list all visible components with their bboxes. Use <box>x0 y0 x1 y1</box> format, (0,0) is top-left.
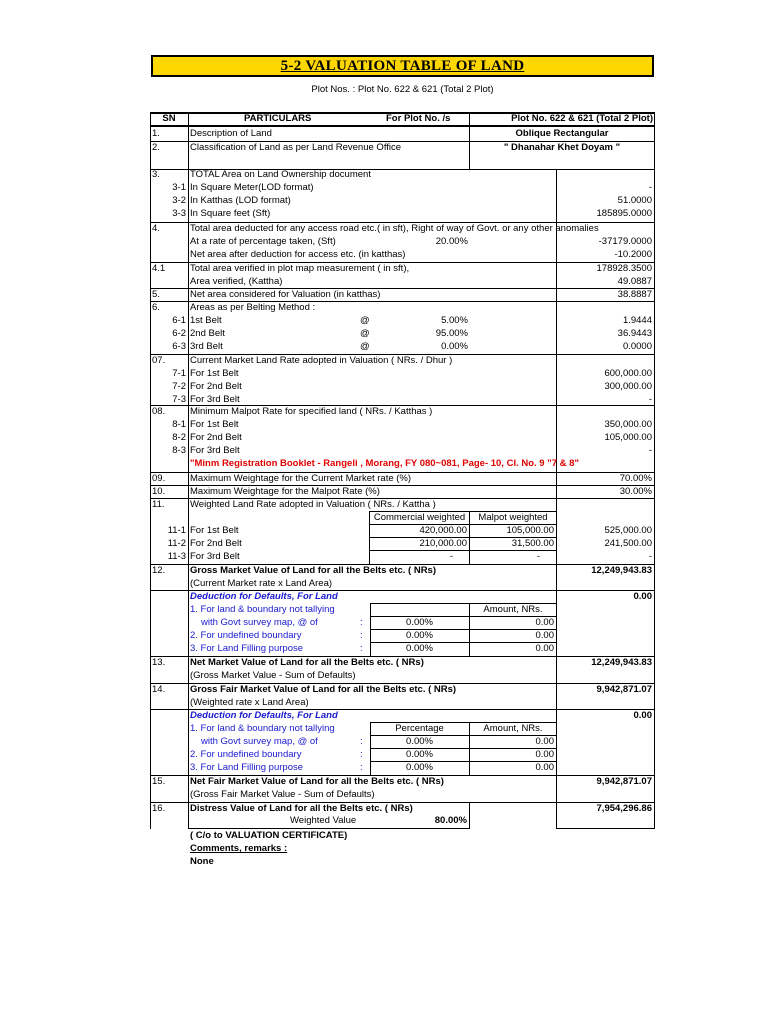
commercial-weighted-value: 420,000.00 <box>419 525 467 536</box>
row-sn: 14. <box>152 684 166 695</box>
row-label: For 2nd Belt <box>190 381 242 392</box>
deduction-percent: 0.00% <box>406 736 433 747</box>
row-label: (Gross Market Value - Sum of Defaults) <box>190 670 356 681</box>
amount-header: Amount, NRs. <box>483 604 543 615</box>
commercial-weighted-value: 210,000.00 <box>419 538 467 549</box>
row-label: For 3rd Belt <box>190 394 240 405</box>
row-value: 350,000.00 <box>604 419 652 430</box>
deduction-amount: 0.00 <box>535 617 554 628</box>
row-label: Minimum Malpot Rate for specified land ( NRs. / Katthas ) <box>190 406 433 417</box>
row-sn: 07. <box>152 355 166 366</box>
row-label: Gross Market Value of Land for all the Belts etc. ( NRs) <box>190 565 437 576</box>
deduction-amount: 0.00 <box>535 630 554 641</box>
row-label: Distress Value of Land for all the Belts etc. ( NRs) <box>190 803 413 814</box>
row-value: 70.00% <box>619 473 652 484</box>
commercial-weighted-header: Commercial weighted <box>373 512 466 523</box>
row-label: For 3rd Belt <box>190 551 240 562</box>
row-sn: 08. <box>152 406 166 417</box>
deduction-item: 2. For undefined boundary <box>190 630 302 641</box>
row-label: (Weighted rate x Land Area) <box>190 697 309 708</box>
row-value: - <box>648 394 652 405</box>
row-label: 2nd Belt <box>190 328 225 339</box>
row-label: Net area after deduction for access etc. (in katthas) <box>190 249 406 260</box>
row-value: 12,249,943.83 <box>591 565 652 576</box>
malpot-weighted-value: - <box>536 551 540 562</box>
deduction-item: 3. For Land Filling purpose <box>190 643 304 654</box>
row-label: TOTAL Area on Land Ownership document <box>190 169 371 180</box>
header-particulars: PARTICULARS <box>244 113 312 124</box>
row-sn: 2. <box>152 142 160 153</box>
row-sn: 3-1 <box>172 182 186 193</box>
row-value: - <box>648 551 652 562</box>
row-sn: 13. <box>152 657 166 668</box>
deduction-item: with Govt survey map, @ of <box>201 736 318 747</box>
malpot-weighted-value: 105,000.00 <box>506 525 554 536</box>
row-label: 1st Belt <box>190 315 222 326</box>
row-value: 9,942,871.07 <box>596 684 652 695</box>
row-sn: 8-2 <box>172 432 186 443</box>
colon: : <box>360 643 363 654</box>
row-value: 9,942,871.07 <box>596 776 652 787</box>
row-sn: 7-2 <box>172 381 186 392</box>
malpot-weighted-value: 31,500.00 <box>511 538 554 549</box>
row-label: 3rd Belt <box>190 341 223 352</box>
row-sn: 11-3 <box>167 551 186 562</box>
row-value: " Dhanahar Khet Doyam " <box>503 142 621 153</box>
row-value: 49.0887 <box>617 276 652 287</box>
deduction-percent: 0.00% <box>406 643 433 654</box>
deduction-amount: 0.00 <box>535 749 554 760</box>
row-sn: 4. <box>152 223 160 234</box>
at-symbol: @ <box>360 341 370 352</box>
row-value: 51.0000 <box>617 195 652 206</box>
row-label: In Square feet (Sft) <box>190 208 271 219</box>
row-sn: 3. <box>152 169 160 180</box>
row-sn: 8-3 <box>172 445 186 456</box>
amount-header: Amount, NRs. <box>483 723 543 734</box>
row-label: Net area considered for Valuation (in katthas) <box>190 289 381 300</box>
row-value: 1.9444 <box>622 315 652 326</box>
row-label: For 2nd Belt <box>190 538 242 549</box>
page-title: 5-2 VALUATION TABLE OF LAND <box>280 58 525 74</box>
deduction-item: 1. For land & boundary not tallying <box>190 604 335 615</box>
row-value: - <box>648 445 652 456</box>
row-value: -37179.0000 <box>598 236 652 247</box>
row-sn: 15. <box>152 776 166 787</box>
weighted-value-label: Weighted Value <box>290 815 357 826</box>
row-sn: 1. <box>152 128 160 139</box>
colon: : <box>360 736 363 747</box>
row-sn: 7-1 <box>172 368 186 379</box>
deduction-amount: 0.00 <box>535 762 554 773</box>
row-sn: 16. <box>152 803 166 814</box>
header-for-plot: For Plot No. /s <box>386 113 451 124</box>
deduction-amount: 0.00 <box>535 643 554 654</box>
row-percent: 5.00% <box>441 315 468 326</box>
comments-heading: Comments, remarks : <box>190 843 288 854</box>
row-sn: 6-1 <box>172 315 186 326</box>
plot-numbers-line: Plot Nos. : Plot No. 622 & 621 (Total 2 Plot) <box>311 84 494 95</box>
at-symbol: @ <box>360 315 370 326</box>
deduction-amount: 0.00 <box>535 736 554 747</box>
row-value: 12,249,943.83 <box>591 657 652 668</box>
header-sn: SN <box>162 113 176 124</box>
row-label: Gross Fair Market Value of Land for all the Belts etc. ( NRs) <box>190 684 457 695</box>
row-label: For 3rd Belt <box>190 445 240 456</box>
row-label: Area verified, (Kattha) <box>190 276 283 287</box>
commercial-weighted-value: - <box>449 551 453 562</box>
row-value: -10.2000 <box>614 249 652 260</box>
row-sn: 6. <box>152 302 160 313</box>
deduction-percent: 0.00% <box>406 762 433 773</box>
row-label: For 1st Belt <box>190 368 239 379</box>
row-label: (Gross Fair Market Value - Sum of Defaults) <box>190 789 375 800</box>
row-value: 30.00% <box>619 486 652 497</box>
row-label: Net Market Value of Land for all the Belts etc. ( NRs) <box>190 657 424 668</box>
row-label: Total area verified in plot map measurement ( in sft), <box>190 263 410 274</box>
deduction-item: 2. For undefined boundary <box>190 749 302 760</box>
row-sn: 5. <box>152 289 160 300</box>
deduction-percent: 0.00% <box>406 630 433 641</box>
colon: : <box>360 617 363 628</box>
row-value: Oblique Rectangular <box>515 128 609 139</box>
deduction-percent: 0.00% <box>406 617 433 628</box>
deduction-title: Deduction for Defaults, For Land <box>190 591 338 602</box>
row-label: Weighted Land Rate adopted in Valuation ( NRs. / Kattha ) <box>190 499 436 510</box>
row-value: 38.8887 <box>617 289 652 300</box>
row-label: At a rate of percentage taken, (Sft) <box>190 236 336 247</box>
weighted-value-percent: 80.00% <box>434 815 467 826</box>
row-sn: 12. <box>152 565 166 576</box>
row-sn: 09. <box>152 473 166 484</box>
row-sn: 7-3 <box>172 394 186 405</box>
certificate-note: ( C/o to VALUATION CERTIFICATE) <box>190 830 348 841</box>
row-value: 241,500.00 <box>604 538 652 549</box>
at-symbol: @ <box>360 328 370 339</box>
row-value: 178928.3500 <box>596 263 652 274</box>
row-sn: 3-2 <box>172 195 186 206</box>
deduction-item: 1. For land & boundary not tallying <box>190 723 335 734</box>
row-label: Maximum Weightage for the Current Market rate (%) <box>190 473 412 484</box>
header-plot: Plot No. 622 & 621 (Total 2 Plot) <box>511 113 653 124</box>
colon: : <box>360 749 363 760</box>
deduction-total: 0.00 <box>633 710 652 721</box>
row-label: In Square Meter(LOD format) <box>190 182 314 193</box>
row-value: 525,000.00 <box>604 525 652 536</box>
row-sn: 11-2 <box>167 538 186 549</box>
row-label: Areas as per Belting Method : <box>190 302 316 313</box>
row-sn: 8-1 <box>172 419 186 430</box>
row-percent: 95.00% <box>435 328 468 339</box>
row-percent: 20.00% <box>435 236 468 247</box>
malpot-weighted-header: Malpot weighted <box>478 512 548 523</box>
row-value: 36.9443 <box>617 328 652 339</box>
row-value: 7,954,296.86 <box>596 803 652 814</box>
row-value: 105,000.00 <box>604 432 652 443</box>
deduction-title: Deduction for Defaults, For Land <box>190 710 338 721</box>
deduction-percent: 0.00% <box>406 749 433 760</box>
deduction-item: with Govt survey map, @ of <box>201 617 318 628</box>
comments-text: None <box>190 856 214 867</box>
percentage-header: Percentage <box>395 723 444 734</box>
row-value: 300,000.00 <box>604 381 652 392</box>
row-sn: 11-1 <box>167 525 186 536</box>
row-label: For 1st Belt <box>190 419 239 430</box>
row-label: Net Fair Market Value of Land for all the Belts etc. ( NRs) <box>190 776 444 787</box>
colon: : <box>360 762 363 773</box>
row-label: For 1st Belt <box>190 525 239 536</box>
row-percent: 0.00% <box>441 341 468 352</box>
row-label: Current Market Land Rate adopted in Valuation ( NRs. / Dhur ) <box>190 355 453 366</box>
row-sn: 11. <box>152 499 165 510</box>
row-label: Description of Land <box>190 128 272 139</box>
row-value: - <box>648 182 652 193</box>
title-banner <box>151 55 654 77</box>
row-sn: 6-2 <box>172 328 186 339</box>
row-label: For 2nd Belt <box>190 432 242 443</box>
deduction-total: 0.00 <box>633 591 652 602</box>
row-label: In Katthas (LOD format) <box>190 195 291 206</box>
row-sn: 10. <box>152 486 166 497</box>
row-value: 185895.0000 <box>596 208 652 219</box>
row-value: 0.0000 <box>622 341 652 352</box>
row-sn: 4.1 <box>152 263 166 274</box>
row-label: Classification of Land as per Land Revenue Office <box>190 142 402 153</box>
reference-note: "Minm Registration Booklet - Rangeli , Morang, FY 080~081, Page- 10, Cl. No. 9 "7 & 8" <box>190 458 579 469</box>
row-sn: 6-3 <box>172 341 186 352</box>
row-label: Total area deducted for any access road etc.( in sft), Right of way of Govt. or any other anomalies <box>190 223 599 234</box>
row-sn: 3-3 <box>172 208 186 219</box>
row-label: Maximum Weightage for the Malpot Rate (%) <box>190 486 380 497</box>
row-value: 600,000.00 <box>604 368 652 379</box>
deduction-item: 3. For Land Filling purpose <box>190 762 304 773</box>
row-label: (Current Market rate x Land Area) <box>190 578 333 589</box>
colon: : <box>360 630 363 641</box>
